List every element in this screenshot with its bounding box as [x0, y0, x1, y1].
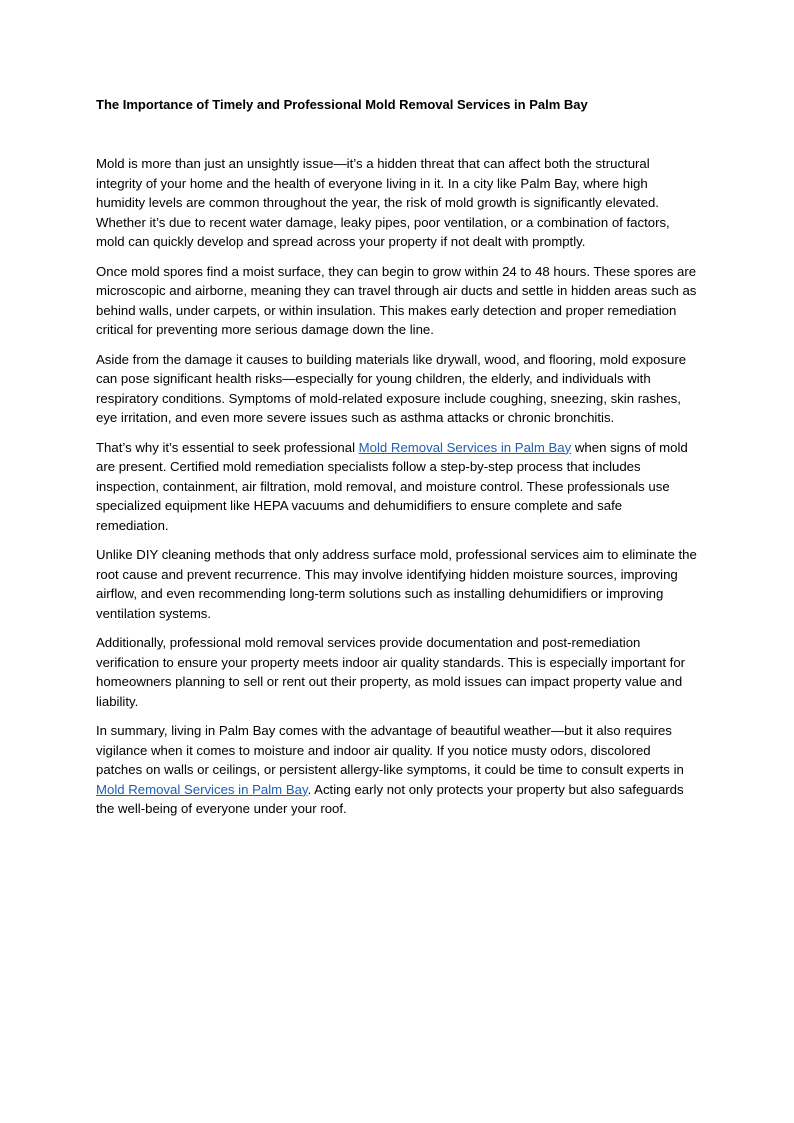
paragraph-intro — [96, 154, 698, 252]
paragraph-text: Mold is more than just an unsightly issue—it’s a hidden threat that can affect both the structural integrity of your home and the health of everyone living in it. In a city like Palm Bay, where high humidity levels are common throughout the year, the risk of mold growth is significantly elevated. Whether it’s due to recent water damage, leaky pipes, poor ventilation, or a combination of factors, mold can quickly develop and spread across your property if not dealt with promptly. — [96, 156, 670, 249]
paragraph-text: Unlike DIY cleaning methods that only address surface mold, professional services aim to eliminate the root cause and prevent recurrence. This may involve identifying hidden moisture sources, improving airflow, and even recommending long-term solutions such as installing dehumidifiers or improving ventilation systems. — [96, 547, 697, 621]
document-page — [96, 96, 698, 829]
paragraph-spores — [96, 262, 698, 340]
paragraph-text-after: . Acting early not only protects your property but also safeguards the well-being of everyone under your roof. — [96, 781, 684, 816]
paragraph-text-before: That’s why it’s essential to seek professional — [96, 439, 359, 455]
document-title: The Importance of Timely and Professional Mold Removal Services in Palm Bay — [96, 97, 588, 112]
paragraph-diy — [96, 545, 698, 623]
paragraph-summary — [96, 721, 698, 819]
paragraph-text-before: In summary, living in Palm Bay comes with the advantage of beautiful weather—but it also requires vigilance when it comes to moisture and indoor air quality. If you notice musty odors, discolored patches on walls or ceilings, or persistent allergy-like symptoms, it could be time to consult experts in — [96, 723, 684, 777]
paragraph-text: Aside from the damage it causes to building materials like drywall, wood, and flooring, mold exposure can pose significant health risks—especially for young children, the elderly, and individuals with respiratory conditions. Symptoms of mold-related exposure include coughing, sneezing, skin rashes, eye irritation, and even more severe issues such as asthma attacks or chronic bronchitis. — [96, 351, 687, 425]
paragraph-professional — [96, 438, 698, 536]
paragraph-health-risks — [96, 350, 698, 428]
paragraph-text: Additionally, professional mold removal services provide documentation and post-remediation verification to ensure your property meets indoor air quality standards. This is especially important for homeowners planning to sell or rent out their property, as mold issues can impact property value and liability. — [96, 635, 686, 709]
mold-removal-link[interactable]: Mold Removal Services in Palm Bay — [96, 781, 308, 797]
mold-removal-link[interactable]: Mold Removal Services in Palm Bay — [358, 439, 572, 455]
paragraph-documentation — [96, 633, 698, 711]
paragraph-text-after: when signs of mold are present. Certified mold remediation specialists follow a step-by-step process that includes inspection, containment, air filtration, mold removal, and moisture control. These professionals use specialized equipment like HEPA vacuums and dehumidifiers to ensure complete and safe remediation. — [96, 439, 688, 533]
paragraph-text: Once mold spores find a moist surface, they can begin to grow within 24 to 48 hours. These spores are microscopic and airborne, meaning they can travel through air ducts and settle in hidden areas such as behind walls, under carpets, or within insulation. This makes early detection and proper remediation critical for preventing more serious damage down the line. — [96, 263, 697, 337]
